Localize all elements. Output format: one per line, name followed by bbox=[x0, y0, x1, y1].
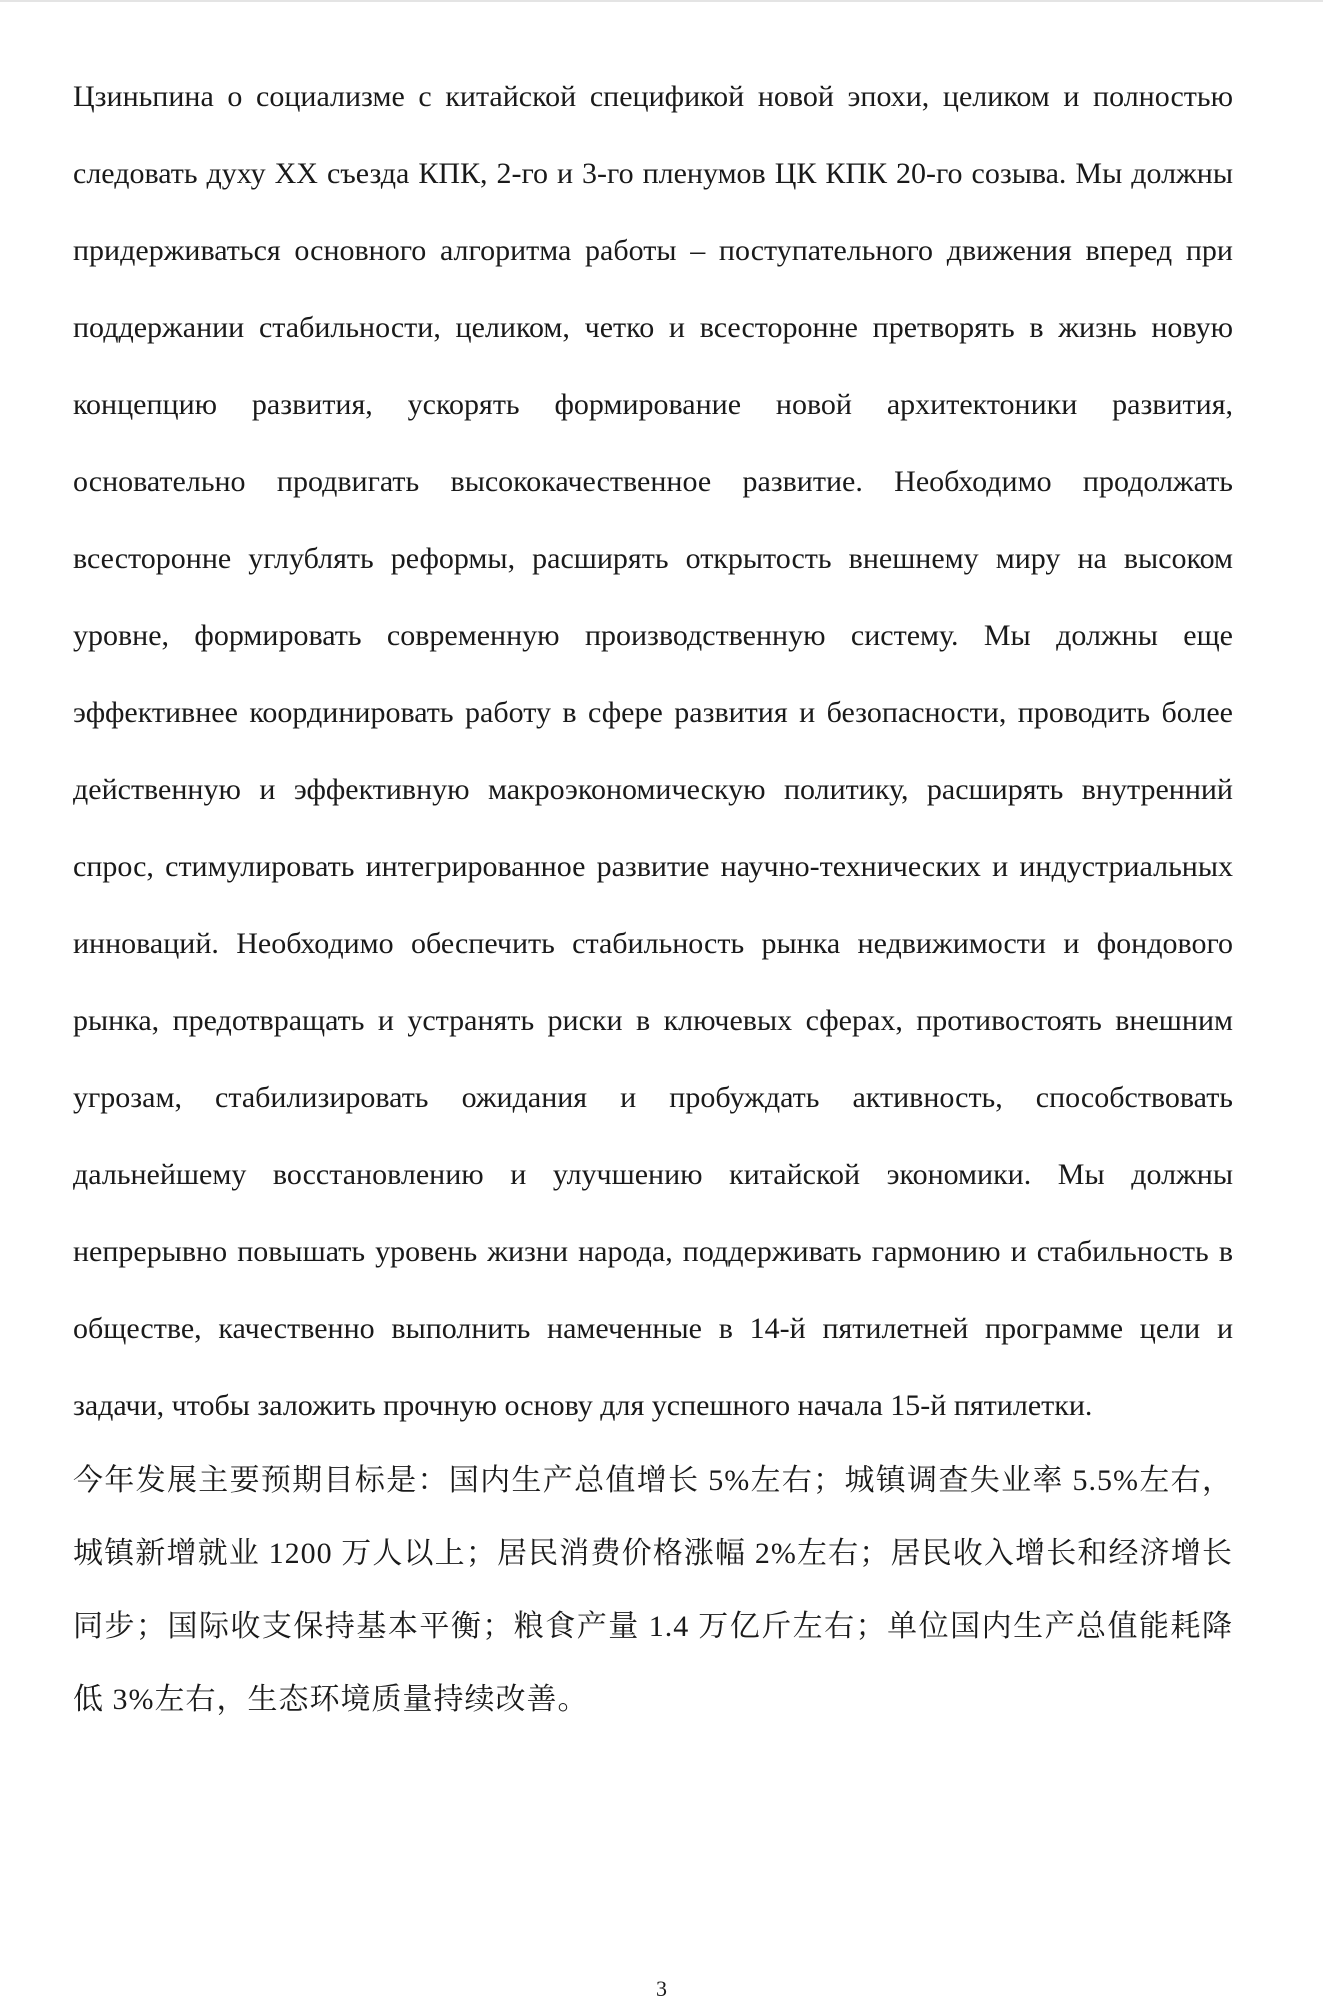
top-divider bbox=[0, 0, 1323, 2]
paragraph-chinese: 今年发展主要预期目标是：国内生产总值增长 5%左右；城镇调查失业率 5.5%左右，城镇新增就业 1200 万人以上；居民消费价格涨幅 2%左右；居民收入增长和经济增长同步；国际收支保持基本平衡；粮食产量 1.4 万亿斤左右；单位国内生产总值能耗降低 3%左右，生态环境质量持续改善。 bbox=[73, 1464, 1233, 1716]
page-number: 3 bbox=[656, 1976, 667, 2001]
paragraph-russian: Цзиньпина о социализме с китайской спецификой новой эпохи, целиком и полностью следовать духу XX съезда КПК, 2-го и 3-го пленумов ЦК КПК 20-го созыва. Мы должны придерживаться основного алгоритма работы – поступательного движения вперед при поддержании стабильности, целиком, четко и всесторонне претворять в жизнь новую концепцию развития, ускорять формирование новой архитектоники развития, основательно продвигать высококачественное развитие. Необходимо продолжать всесторонне углублять реформы, расширять открытость внешнему миру на высоком уровне, формировать современную производственную систему. Мы должны еще эффективнее координировать работу в сфере развития и безопасности, проводить более действенную и эффективную макроэкономическую политику, расширять внутренний спрос, стимулировать интегрированное развитие научно-технических и индустриальных инноваций. Необходимо обеспечить стабильность рынка недвижимости и фондового рынка, предотвращать и устранять риски в ключевых сферах, противостоять внешним угрозам, стабилизировать ожидания и пробуждать активность, способствовать дальнейшему восстановлению и улучшению китайской экономики. Мы должны непрерывно повышать уровень жизни народа, поддерживать гармонию и стабильность в обществе, качественно выполнить намеченные в 14-й пятилетней программе цели и задачи, чтобы заложить прочную основу для успешного начала 15-й пятилетки. bbox=[73, 80, 1233, 1422]
document-body bbox=[73, 58, 1233, 1736]
